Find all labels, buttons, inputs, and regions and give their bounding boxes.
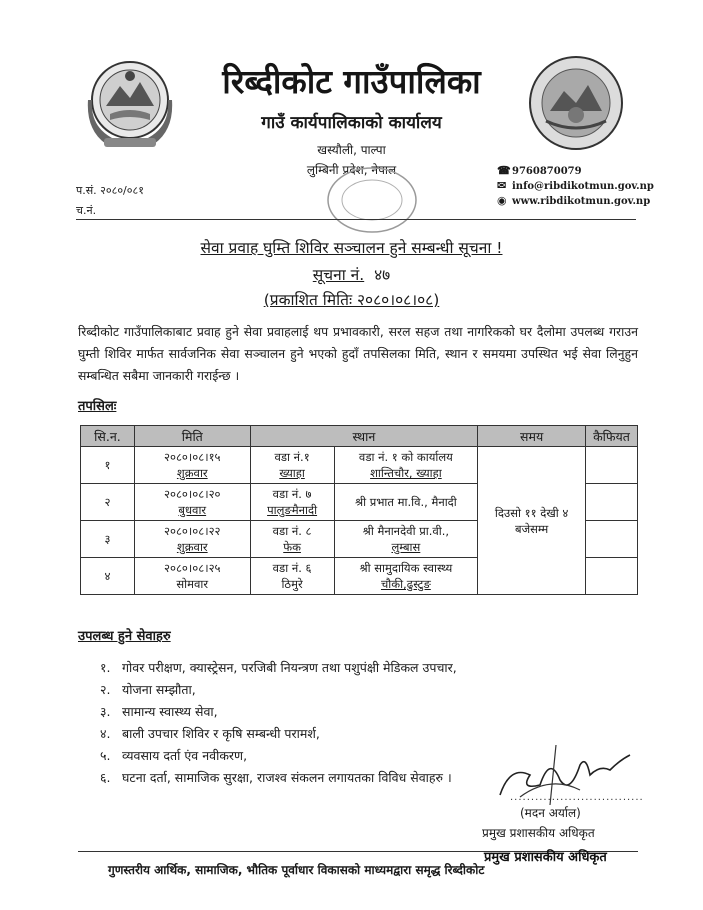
- row-sn: ३: [81, 521, 135, 558]
- municipality-title: रिब्दीकोट गाउँपालिका: [222, 62, 481, 101]
- globe-icon: ◉: [497, 194, 507, 207]
- ward-value: वडा नं. ७: [272, 487, 312, 501]
- date-value: २०८०।०८।२०: [163, 487, 221, 501]
- ward-place: ख्याहा: [279, 466, 305, 480]
- date-value: २०८०।०८।१५: [163, 450, 221, 464]
- venue-place: लुम्बास: [391, 540, 421, 554]
- signature-line: ................................: [510, 792, 644, 803]
- row-venue: [334, 521, 478, 558]
- row-date: [134, 558, 250, 595]
- email-icon: ✉: [497, 179, 507, 192]
- row-date: [134, 447, 250, 484]
- header-divider: [76, 219, 636, 220]
- address-line-1: खस्यौली, पाल्पा: [317, 143, 386, 157]
- list-text: योजना सम्झौता,: [122, 682, 196, 697]
- office-stamp-icon: [318, 160, 426, 240]
- row-sn: ४: [81, 558, 135, 595]
- footer-slogan: गुणस्तरीय आर्थिक, सामाजिक, भौतिक पूर्वाधार विकासको माध्यमद्वारा समृद्ध रिब्दीकोट: [108, 863, 485, 877]
- table-header-row: [81, 426, 638, 447]
- list-number: ३.: [100, 704, 111, 719]
- list-text: सामान्य स्वास्थ्य सेवा,: [122, 704, 218, 719]
- venue-value: श्री मैनानदेवी प्रा.वी.,: [362, 524, 450, 538]
- website-url[interactable]: www.ribdikotmun.gov.np: [512, 196, 651, 207]
- email-address[interactable]: info@ribdikotmun.gov.np: [512, 181, 654, 192]
- venue-place: शान्तिचौर, ख्याहा: [370, 466, 442, 480]
- row-sn: १: [81, 447, 135, 484]
- website-contact: [497, 194, 650, 207]
- row-venue: [334, 484, 478, 521]
- footer-stamp: प्रमुख प्रशासकीय अधिकृत: [484, 850, 607, 865]
- list-item: [100, 659, 457, 676]
- dispatch-number: च.नं.: [76, 204, 97, 217]
- row-ward: [250, 558, 334, 595]
- ward-place: ठिमुरे: [281, 577, 303, 591]
- list-number: १.: [100, 660, 111, 675]
- venue-place: चौकी,ढुस्टुङ: [380, 577, 431, 591]
- signature-icon: [490, 735, 640, 815]
- row-ward: [250, 447, 334, 484]
- phone-number: 9760870079: [512, 166, 582, 177]
- date-value: २०८०।०८।२५: [163, 561, 221, 575]
- list-text: बाली उपचार शिविर र कृषि सम्बन्धी परामर्श,: [122, 726, 320, 741]
- notice-body: रिब्दीकोट गाउँपालिकाबाट प्रवाह हुने सेवा प्रवाहलाई थप प्रभावकारी, सरल सहज तथा नागरिकको घर दैलोमा उपलब्ध गराउन घुम्ती शिविर मार्फत सार्वजनिक सेवा सञ्चालन हुने भएको हुदाँ तपसिलका मिति, स्थान र समयमा उपस्थित भई सेवा लिनुहुन सम्बन्धित सबैमा जानकारी गराईन्छ ।: [78, 324, 638, 383]
- row-remarks: [586, 521, 638, 558]
- row-venue: [334, 558, 478, 595]
- day-value: शुक्रवार: [176, 540, 208, 554]
- header-date: मिति: [134, 426, 250, 447]
- published-date: (प्रकाशित मितिः २०८०।०८।०८): [263, 291, 440, 309]
- office-subtitle: गाउँ कार्यपालिकाको कार्यालय: [261, 113, 442, 133]
- row-remarks: [586, 447, 638, 484]
- list-item: [100, 747, 247, 764]
- row-remarks: [586, 484, 638, 521]
- officer-name: (मदन अर्याल): [520, 806, 581, 820]
- header-sn: सि.न.: [81, 426, 135, 447]
- schedule-table: [80, 425, 638, 595]
- list-number: २.: [100, 682, 111, 697]
- row-remarks: [586, 558, 638, 595]
- list-text: घटना दर्ता, सामाजिक सुरक्षा, राजश्व संकलन लगायतका विविध सेवाहरु ।: [122, 770, 452, 785]
- header-remarks: कैफियत: [586, 426, 638, 447]
- notice-number-value: ४७: [374, 266, 391, 284]
- venue-value: श्री प्रभात मा.वि., मैनादी: [355, 495, 457, 509]
- ward-place: पालुङमैनादी: [267, 503, 318, 517]
- day-value: बुधवार: [178, 503, 207, 517]
- header-time: समय: [478, 426, 586, 447]
- email-contact: [497, 179, 654, 192]
- row-sn: २: [81, 484, 135, 521]
- venue-value: श्री सामुदायिक स्वास्थ्य: [359, 561, 453, 575]
- services-heading: उपलब्ध हुने सेवाहरु: [78, 629, 171, 644]
- ward-value: वडा नं. ६: [272, 561, 312, 575]
- day-value: सोमवार: [176, 577, 209, 591]
- list-item: [100, 681, 196, 698]
- time-line-1: दिउसो ११ देखी ४: [494, 505, 569, 520]
- list-text: गोवर परीक्षण, क्यास्ट्रेसन, परजिबी नियन्त्रण तथा पशुपंक्षी मेडिकल उपचार,: [122, 660, 457, 675]
- address-line-2: लुम्बिनी प्रदेश, नेपाल: [306, 163, 397, 177]
- notice-number-label: सूचना नं.: [312, 266, 365, 284]
- list-item: [100, 725, 320, 742]
- notice-title: सेवा प्रवाह घुम्ति शिविर सञ्चालन हुने सम्बन्धी सूचना !: [200, 239, 503, 257]
- officer-title: प्रमुख प्रशासकीय अधिकृत: [482, 826, 595, 840]
- time-cell: [478, 447, 586, 595]
- venue-value: वडा नं. १ को कार्यालय: [358, 450, 453, 464]
- list-text: व्यवसाय दर्ता एंव नवीकरण,: [122, 748, 248, 763]
- row-ward: [250, 484, 334, 521]
- row-venue: [334, 447, 478, 484]
- phone-contact: [497, 164, 582, 177]
- row-ward: [250, 521, 334, 558]
- table-row: [81, 447, 638, 484]
- list-number: ४.: [100, 726, 111, 741]
- list-number: ५.: [100, 748, 111, 763]
- ward-value: वडा नं.१: [274, 450, 310, 464]
- header-place: स्थान: [250, 426, 478, 447]
- ward-value: वडा नं. ८: [272, 524, 312, 538]
- list-item: [100, 703, 218, 720]
- day-value: शुक्रवार: [176, 466, 208, 480]
- date-value: २०८०।०८।२२: [163, 524, 221, 538]
- list-number: ६.: [100, 770, 111, 785]
- row-date: [134, 521, 250, 558]
- tapasil-heading: तपसिलः: [78, 399, 117, 414]
- notice-number: [0, 263, 703, 285]
- ward-place: फेक: [283, 540, 301, 554]
- list-item: [100, 769, 452, 786]
- phone-icon: ☎: [497, 164, 511, 177]
- reference-number: प.सं. २०८०/०८१: [76, 184, 144, 197]
- time-line-2: बजेसम्म: [515, 521, 549, 536]
- row-date: [134, 484, 250, 521]
